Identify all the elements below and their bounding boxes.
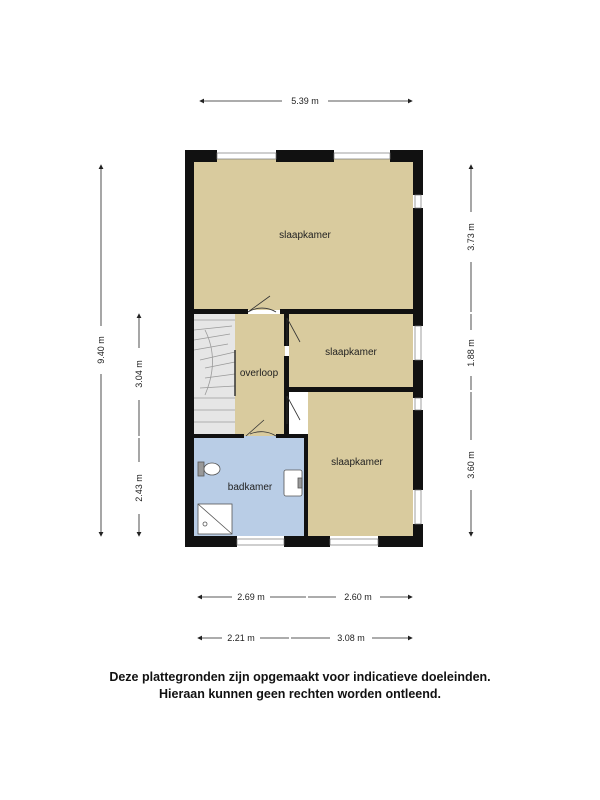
dim-left-total: 9.40 m	[96, 336, 106, 364]
dim-bottom-row2-left: 2.21 m	[227, 633, 255, 643]
dim-left-lower: 2.43 m	[134, 474, 144, 502]
dim-top-width: 5.39 m	[291, 96, 319, 106]
shower-icon	[198, 504, 232, 534]
disclaimer-line-2: Hieraan kunnen geen rechten worden ontleend.	[159, 687, 441, 701]
dim-bottom-row1-right: 2.60 m	[344, 592, 372, 602]
room-label-bedroom-mid: slaapkamer	[325, 347, 377, 358]
dim-right-mid: 1.88 m	[466, 339, 476, 367]
dim-left-upper: 3.04 m	[134, 360, 144, 388]
room-label-bathroom: badkamer	[227, 482, 273, 493]
room-label-bedroom-bottom: slaapkamer	[331, 457, 383, 468]
disclaimer-line-1: Deze plattegronden zijn opgemaakt voor indicatieve doeleinden.	[109, 670, 491, 684]
room-label-bedroom-top: slaapkamer	[279, 230, 331, 241]
sink-icon	[284, 470, 302, 496]
dim-bottom-row2-right: 3.08 m	[337, 633, 365, 643]
dim-right-top: 3.73 m	[466, 223, 476, 251]
dim-bottom-row1-left: 2.69 m	[237, 592, 265, 602]
room-label-landing: overloop	[239, 368, 279, 379]
dim-right-bottom: 3.60 m	[466, 451, 476, 479]
toilet-icon	[198, 462, 220, 476]
